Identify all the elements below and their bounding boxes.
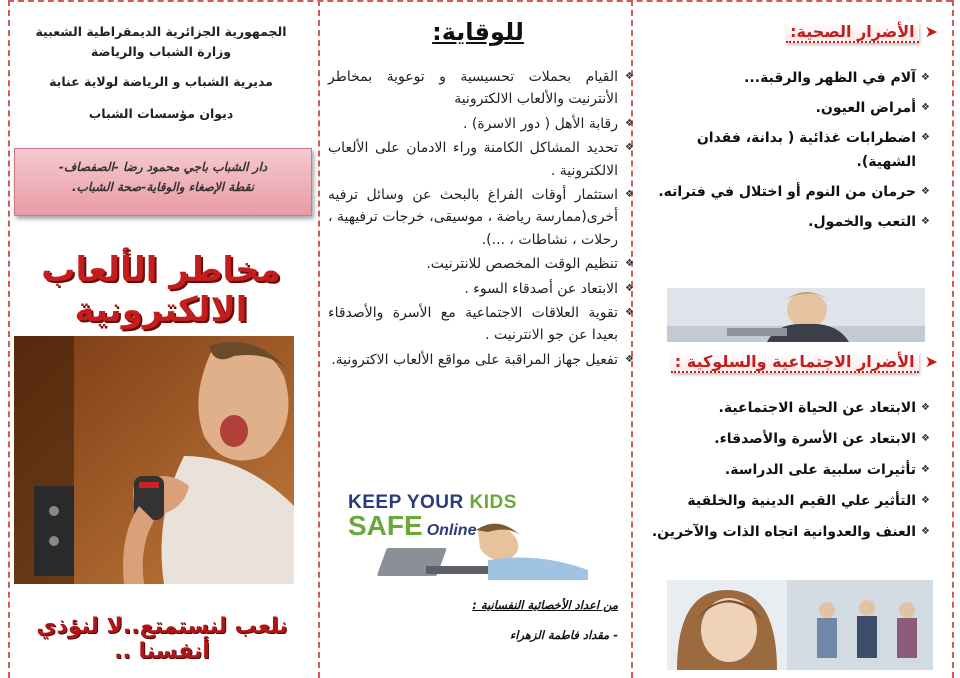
main-title: مخاطر الألعاب الالكترونية <box>41 250 281 330</box>
list-item: ❖ حرمان من النوم أو اختلال في فتراته. <box>656 180 916 204</box>
social-harms-heading <box>671 352 938 373</box>
list-item: ❖ القيام بحملات تحسيسية و توعوية بمخاطر الأنترنيت والألعاب الالكترونية <box>328 66 618 111</box>
list-item: ❖ الابتعاد عن الحياة الاجتماعية. <box>646 396 916 420</box>
tired-boy-photo <box>667 288 925 342</box>
list-item: ❖ تحديد المشاكل الكامنة وراء الادمان على الألعاب الالكترونية . <box>328 137 618 182</box>
list-item: ❖ العنف والعدوانية اتجاه الذات والآخرين. <box>646 520 916 544</box>
list-item: ❖ الابتعاد عن أصدقاء السوء . <box>328 278 618 300</box>
list-item: ❖ تقوية العلاقات الاجتماعية مع الأسرة والأصدقاء بعيدا عن جو الانترنيت . <box>328 302 618 347</box>
list-item: ❖ استثمار أوقات الفراغ بالبحث عن وسائل ترفيه أخرى(ممارسة رياضة ، موسيقى، خرجات ترفيهية ، رحلات ، نشاطات ، ...). <box>328 184 618 251</box>
logo-kids: KIDS <box>469 492 517 513</box>
venue-line-2: نقطة الإصغاء والوقاية-صحة الشباب. <box>71 180 254 194</box>
list-item: ❖ التعب والخمول. <box>656 210 916 234</box>
social-harms-list <box>646 396 930 551</box>
logo-safe: SAFE <box>348 510 423 541</box>
list-item: ❖ تنظيم الوقت المخصص للانترنيت. <box>328 253 618 275</box>
health-harms-heading <box>786 22 938 43</box>
arrow-icon: ➤ <box>924 22 938 41</box>
list-item: ❖ الابتعاد عن الأسرة والأصدقاء. <box>646 427 916 451</box>
health-harms-title: الأضرار الصحية: <box>786 22 919 43</box>
org-line-3: مديرية الشباب و الرياضة لولاية عنابة <box>49 74 273 89</box>
isolated-girl-photo <box>667 580 933 670</box>
arrow-icon: ➤ <box>924 352 938 371</box>
harms-panel <box>631 0 960 678</box>
list-item: ❖ أمراض العيون. <box>656 96 916 120</box>
cover-panel <box>0 0 318 678</box>
list-item: ❖ تفعيل جهاز المراقبة على مواقع الألعاب الاكترونية. <box>328 349 618 371</box>
credit-label: من اعداد الأخصائية النفسانية : <box>472 598 618 612</box>
logo-online: Online <box>426 522 477 539</box>
list-item: ❖ التأثير علي القيم الدينية والخلقية <box>646 489 916 513</box>
list-item: ❖ آلام في الظهر والرقبة... <box>656 66 916 90</box>
keep-kids-safe-logo <box>348 490 598 582</box>
logo-keep-your: KEEP YOUR <box>348 492 470 513</box>
slogan: نلعب لنستمتع..لا لنؤذي أنفسنا .. <box>36 614 288 664</box>
prevention-list <box>328 66 634 373</box>
list-item: ❖ رقابة الأهل ( دور الاسرة) . <box>328 113 618 135</box>
gamer-child-photo <box>14 336 294 584</box>
prevention-title: للوقاية: <box>432 18 524 46</box>
list-item: ❖ اضطرابات غذائية ( بدانة، فقدان الشهية). <box>656 126 916 174</box>
list-item: ❖ تأثيرات سلبية على الدراسة. <box>646 458 916 482</box>
org-line-4: ديوان مؤسسات الشباب <box>88 106 234 121</box>
org-line-2: وزارة الشباب والرياضة <box>90 44 232 59</box>
credit-name: - مقداد فاطمة الزهراء <box>509 628 618 642</box>
org-line-1: الجمهورية الجزائرية الديمقراطية الشعبية <box>35 24 287 39</box>
venue-box <box>14 148 312 216</box>
venue-line-1: دار الشباب باجي محمود رضا -الصفصاف- <box>58 160 268 174</box>
prevention-panel <box>318 0 631 678</box>
social-harms-title: الأضرار الاجتماعية والسلوكية : <box>671 352 919 373</box>
health-harms-list <box>656 66 930 240</box>
